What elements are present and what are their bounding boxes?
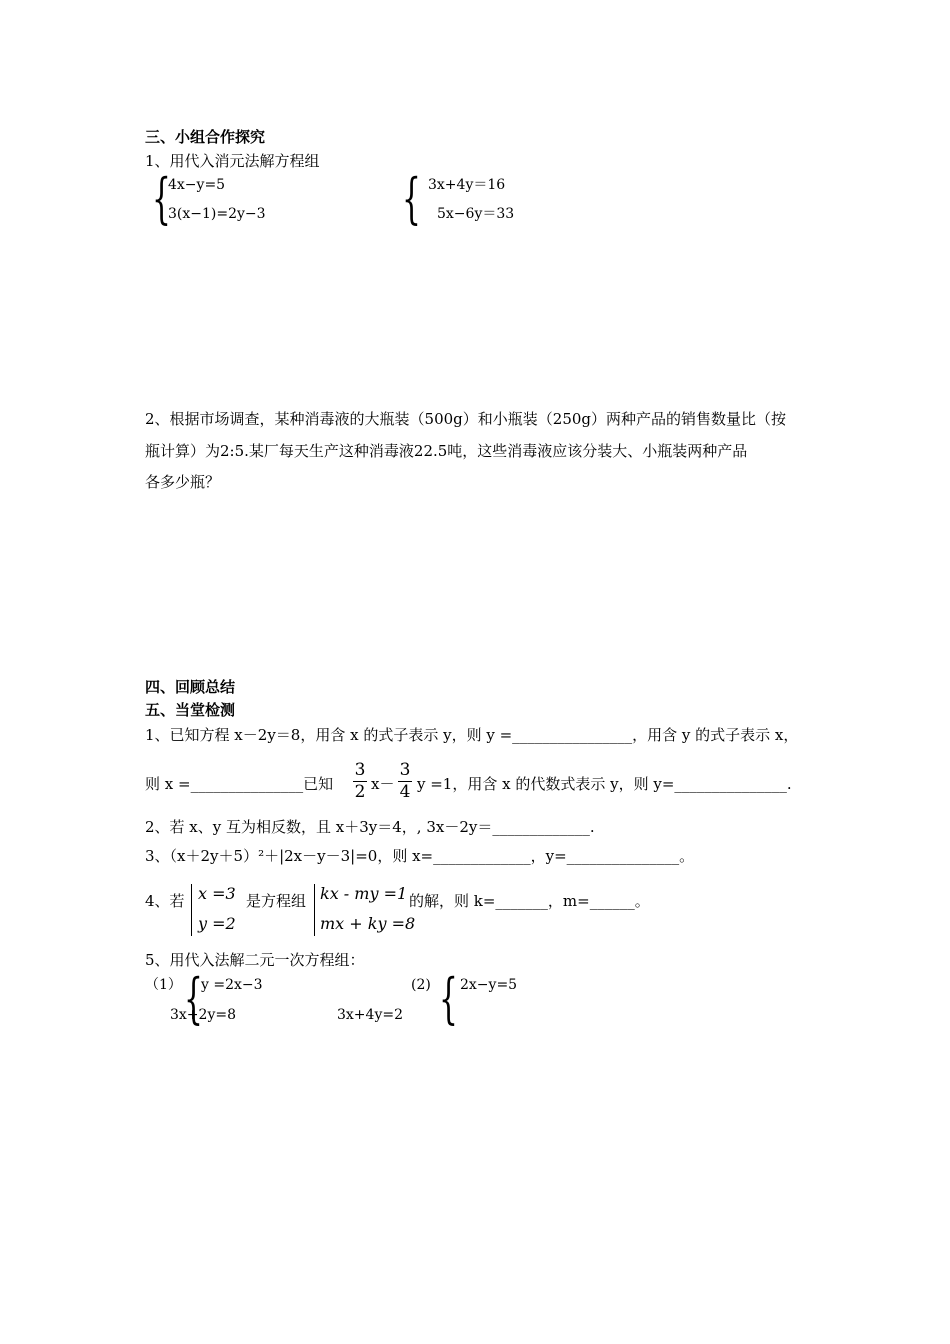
system-eq2: mx + ky =8 xyxy=(320,914,416,933)
section5-q1-line1: 1、已知方程 x－2y＝8，用含 x 的式子表示 y，则 y =________________，用含 y 的式子表示 x， xyxy=(145,726,799,744)
section5-q5-label: 5、用代入法解二元一次方程组： xyxy=(145,951,365,969)
section3-q2-line3: 各多少瓶？ xyxy=(145,473,221,491)
section4-heading: 四、回顾总结 xyxy=(145,678,236,696)
solution-eq1: x =3 xyxy=(198,884,236,903)
section5-q1-line2-prefix: 则 x =_______________已知 xyxy=(145,775,334,793)
part1-label: （1） xyxy=(145,977,182,993)
sys-b-eq2: 5x−6y＝33 xyxy=(437,206,515,222)
section3-q1-label: 1、用代入消元法解方程组 xyxy=(145,152,320,170)
fraction-denominator: 4 xyxy=(399,782,411,802)
brace-left: { xyxy=(402,167,421,230)
part2-label: (2) xyxy=(411,977,431,993)
section5-q3: 3、（x＋2y＋5）²＋|2x－y－3|=0，则 x=_____________，y=_______________。 xyxy=(145,847,695,865)
fraction-denominator: 2 xyxy=(354,782,366,802)
section3-heading: 三、小组合作探究 xyxy=(145,128,266,146)
brace-left: { xyxy=(439,967,458,1030)
section5-heading: 五、当堂检测 xyxy=(145,701,236,719)
brace-left: { xyxy=(184,967,203,1030)
section5-q4-suffix: 的解，则 k=_______，m=______。 xyxy=(409,892,650,910)
section3-q2-line1: 2、根据市场调查，某种消毒液的大瓶装（500g）和小瓶装（250g）两种产品的销售数量比（按 xyxy=(145,410,787,428)
fraction-numerator: 3 xyxy=(399,760,411,780)
section5-q2: 2、若 x、y 互为相反数，且 x＋3y＝4，, 3x－2y＝_____________. xyxy=(145,818,595,836)
fraction-numerator: 3 xyxy=(354,760,366,780)
section5-q4-prefix: 4、若 xyxy=(145,892,185,910)
system-bracket xyxy=(191,884,192,936)
system-bracket xyxy=(314,884,315,936)
section3-q2-line2: 瓶计算）为2:5.某厂每天生产这种消毒液22.5吨，这些消毒液应该分装大、小瓶装两种产品 xyxy=(145,442,748,460)
fraction-3-2 xyxy=(353,762,367,801)
part1-eq1: y =2x−3 xyxy=(201,977,263,993)
extra-eq: 3x+4y=2 xyxy=(337,1007,403,1023)
solution-eq2: y =2 xyxy=(198,914,236,933)
section5-q1-line2-suffix: y =1，用含 x 的代数式表示 y，则 y=_______________. xyxy=(417,775,792,793)
part1-eq2: 3x+2y=8 xyxy=(170,1007,236,1023)
sys-a-eq2: 3(x−1)=2y−3 xyxy=(168,206,266,222)
fraction-3-4 xyxy=(398,762,412,801)
section5-q1-mid: x－ xyxy=(371,775,395,793)
system-eq1: kx - my =1 xyxy=(320,884,408,903)
sys-b-eq1: 3x+4y＝16 xyxy=(428,177,506,193)
section5-q4-middle: 是方程组 xyxy=(246,892,307,910)
sys-a-eq1: 4x−y=5 xyxy=(168,177,226,193)
part2-eq1: 2x−y=5 xyxy=(460,977,518,993)
brace-left: { xyxy=(152,167,171,230)
